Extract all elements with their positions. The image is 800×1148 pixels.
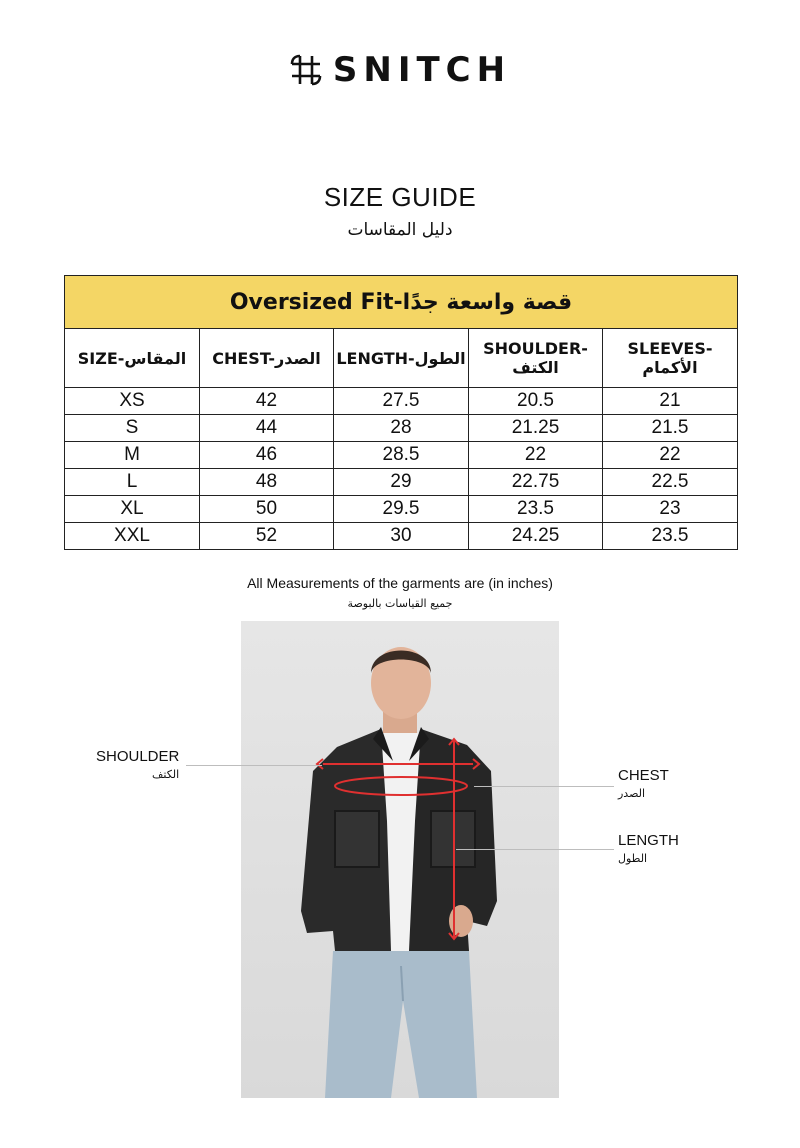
table-cell: 22.75 [469, 469, 603, 496]
table-cell: 52 [200, 523, 334, 550]
table-cell: 22 [603, 442, 738, 469]
page-title: SIZE GUIDE [323, 182, 477, 212]
table-cell: 20.5 [469, 388, 603, 415]
column-header-en: SHOULDER- [483, 339, 588, 358]
size-table [64, 275, 738, 550]
table-cell: 21 [603, 388, 738, 415]
table-cell: 27.5 [334, 388, 469, 415]
table-cell: S [65, 415, 200, 442]
table-row [65, 469, 738, 496]
table-cell: 23.5 [603, 523, 738, 550]
table-cell: 48 [200, 469, 334, 496]
length-leader-line [456, 849, 614, 850]
column-header [469, 329, 603, 388]
table-cell: 30 [334, 523, 469, 550]
column-header-ar: الأكمام [642, 358, 698, 377]
chest-label-arabic: الصدر [618, 787, 646, 800]
column-header [200, 329, 334, 388]
brand-name: SNITCH [332, 50, 512, 90]
table-cell: 46 [200, 442, 334, 469]
table-cell: 22.5 [603, 469, 738, 496]
column-header-ar: الكتف [512, 358, 559, 377]
fit-title [65, 276, 738, 329]
column-header-ar: المقاس [124, 348, 187, 368]
chest-label: CHEST [618, 767, 669, 784]
measurement-note-arabic: جميع القياسات بالبوصة [347, 597, 453, 610]
shoulder-label-arabic: الكتف [152, 768, 180, 781]
column-header [65, 329, 200, 388]
table-cell: 22 [469, 442, 603, 469]
column-header [603, 329, 738, 388]
table-cell: 21.25 [469, 415, 603, 442]
table-cell: L [65, 469, 200, 496]
table-header-row [65, 329, 738, 388]
table-cell: M [65, 442, 200, 469]
fit-title-text: Oversized Fit-قصة واسعة جدًا [229, 289, 573, 315]
table-cell: 29 [334, 469, 469, 496]
table-cell: 42 [200, 388, 334, 415]
chest-leader-line [474, 786, 614, 787]
measurement-note: All Measurements of the garments are (in inches) [247, 575, 553, 591]
table-cell: 28.5 [334, 442, 469, 469]
column-header [334, 329, 469, 388]
table-row [65, 496, 738, 523]
table-cell: 44 [200, 415, 334, 442]
table-row [65, 388, 738, 415]
model-photo [241, 621, 559, 1098]
table-row [65, 523, 738, 550]
shoulder-label: SHOULDER [96, 748, 180, 765]
table-cell: 23 [603, 496, 738, 523]
length-label: LENGTH [618, 832, 679, 849]
page-title-arabic: دليل المقاسات [347, 220, 453, 240]
column-header-ar: الصدر [275, 348, 321, 368]
column-header-en: SLEEVES- [627, 339, 713, 358]
table-cell: 21.5 [603, 415, 738, 442]
table-cell: 50 [200, 496, 334, 523]
snitch-grid-logo-icon [289, 53, 323, 87]
length-label-arabic: الطول [618, 852, 648, 865]
table-cell: 29.5 [334, 496, 469, 523]
brand-logo [0, 52, 800, 88]
column-header-en: SIZE- [77, 348, 125, 368]
table-row [65, 442, 738, 469]
table-cell: 24.25 [469, 523, 603, 550]
table-cell: XL [65, 496, 200, 523]
column-header-en: LENGTH- [336, 348, 415, 368]
table-row [65, 415, 738, 442]
table-cell: 28 [334, 415, 469, 442]
column-header-en: CHEST- [212, 348, 276, 368]
table-cell: XS [65, 388, 200, 415]
table-cell: 23.5 [469, 496, 603, 523]
column-header-ar: الطول [414, 348, 466, 368]
table-body [65, 388, 738, 550]
table-cell: XXL [65, 523, 200, 550]
shoulder-leader-line [186, 765, 322, 766]
model-illustration [241, 621, 559, 1098]
